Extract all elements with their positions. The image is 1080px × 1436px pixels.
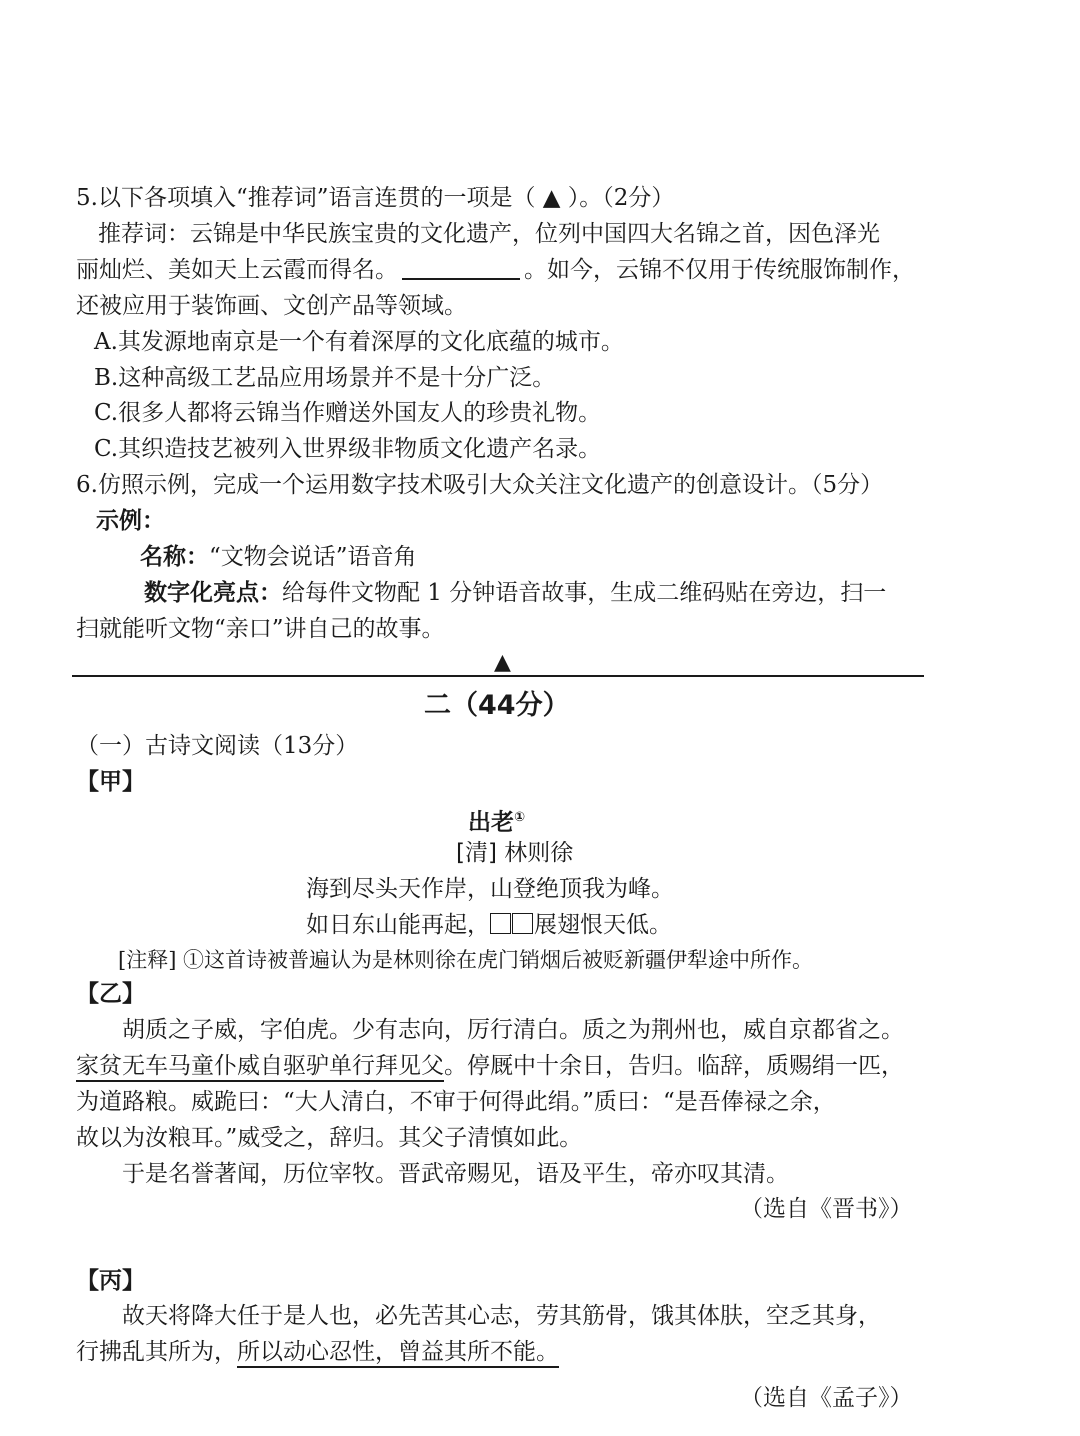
bing-underlined-sentence: 所以动心忍性，曾益其所不能。 xyxy=(237,1339,559,1368)
fill-in-blank xyxy=(402,256,520,280)
q6-highlight-label: 数字化亮点： xyxy=(144,579,282,606)
q5-passage-line-3: 还被应用于装饰画、文创产品等领域。 xyxy=(76,293,467,319)
q5-passage-line-2 xyxy=(76,254,915,286)
q6-name-label: 名称： xyxy=(140,543,209,570)
yi-source: （选自《晋书》） xyxy=(740,1196,913,1222)
yi-paragraph-5: 于是名誉著闻，历位宰牧。晋武帝赐见，语及平生，帝亦叹其清。 xyxy=(122,1161,789,1187)
yi-paragraph-2 xyxy=(76,1050,904,1082)
q6-name-value: “文物会说话”语音角 xyxy=(209,544,417,570)
poem-title-text: 出老 xyxy=(468,809,514,836)
q5-passage-line-2b: 。如今，云锦不仅用于传统服饰制作， xyxy=(524,257,915,283)
yi-paragraph-4: 故以为汝粮耳。”威受之，辞归。其父子清慎如此。 xyxy=(76,1125,583,1151)
yi-paragraph-3: 为道路粮。威跪曰：“大人清白，不审于何得此绢。”质曰：“是吾俸禄之余， xyxy=(76,1089,836,1115)
poem-line-2a: 如日东山能再起， xyxy=(306,912,490,938)
bing-paragraph-2 xyxy=(76,1336,559,1368)
jia-label: 【甲】 xyxy=(76,769,145,795)
poem-author: [清] 林则徐 xyxy=(456,840,574,866)
q6-stem: 6.仿照示例，完成一个运用数字技术吸引大众关注文化遗产的创意设计。（5分） xyxy=(76,472,884,498)
yi-paragraph-1: 胡质之子威，字伯虎。少有志向，厉行清白。质之为荆州也，威自京都省之。 xyxy=(122,1017,904,1043)
q5-passage-line-2a: 丽灿烂、美如天上云霞而得名。 xyxy=(76,257,398,283)
q6-name-row xyxy=(140,541,417,573)
q5-option-d: C.其织造技艺被列入世界级非物质文化遗产名录。 xyxy=(94,436,602,462)
q5-stem: 5.以下各项填入“推荐词”语言连贯的一项是（ ▲ ）。（2分） xyxy=(76,185,675,211)
q5-passage-line-1: 推荐词：云锦是中华民族宝贵的文化遗产，位列中国四大名锦之首，因色泽光 xyxy=(98,221,880,247)
q6-highlight-row xyxy=(144,577,886,609)
q6-example-label: 示例： xyxy=(96,507,165,534)
q5-option-a: A.其发源地南京是一个有着深厚的文化底蕴的城市。 xyxy=(94,329,624,355)
missing-char-box xyxy=(490,913,511,934)
yi-underlined-sentence: 家贫无车马童仆威自驱驴单行拜见父 xyxy=(76,1053,444,1082)
q5-option-c: C.很多人都将云锦当作赠送外国友人的珍贵礼物。 xyxy=(94,400,602,426)
poem-title xyxy=(468,802,525,839)
missing-characters xyxy=(490,909,534,941)
q6-highlight-text-2: 扫就能听文物“亲口”讲自己的故事。 xyxy=(76,616,445,642)
q6-highlight-text-1: 给每件文物配 1 分钟语音故事，生成二维码贴在旁边，扫一 xyxy=(282,580,887,606)
missing-char-box xyxy=(512,913,533,934)
section-sub-heading: （一）古诗文阅读（13分） xyxy=(76,733,359,759)
poem-line-1: 海到尽头天作岸，山登绝顶我为峰。 xyxy=(306,876,674,902)
yi-paragraph-2-rest: 。停厩中十余日，告归。临辞，质赐绢一匹， xyxy=(444,1053,904,1079)
yi-label: 【乙】 xyxy=(76,981,145,1007)
bing-source: （选自《孟子》） xyxy=(740,1385,913,1411)
q5-option-b: B.这种高级工艺品应用场景并不是十分广泛。 xyxy=(94,365,556,391)
bing-paragraph-2-plain: 行拂乱其所为， xyxy=(76,1339,237,1365)
poem-note: [注释] ①这首诗被普遍认为是林则徐在虎门销烟后被贬新疆伊犁途中所作。 xyxy=(118,948,814,972)
bing-label: 【丙】 xyxy=(76,1268,145,1294)
footnote-mark: ① xyxy=(514,810,526,825)
section-divider xyxy=(72,675,924,677)
poem-line-2b: 展翅恨天低。 xyxy=(534,912,672,938)
poem-line-2 xyxy=(306,909,672,941)
section-heading: 二（44分） xyxy=(424,690,570,721)
bing-paragraph-1: 故天将降大任于是人也，必先苦其心志，劳其筋骨，饿其体肤，空乏其身， xyxy=(122,1303,881,1329)
answer-marker: ▲ xyxy=(494,650,511,675)
